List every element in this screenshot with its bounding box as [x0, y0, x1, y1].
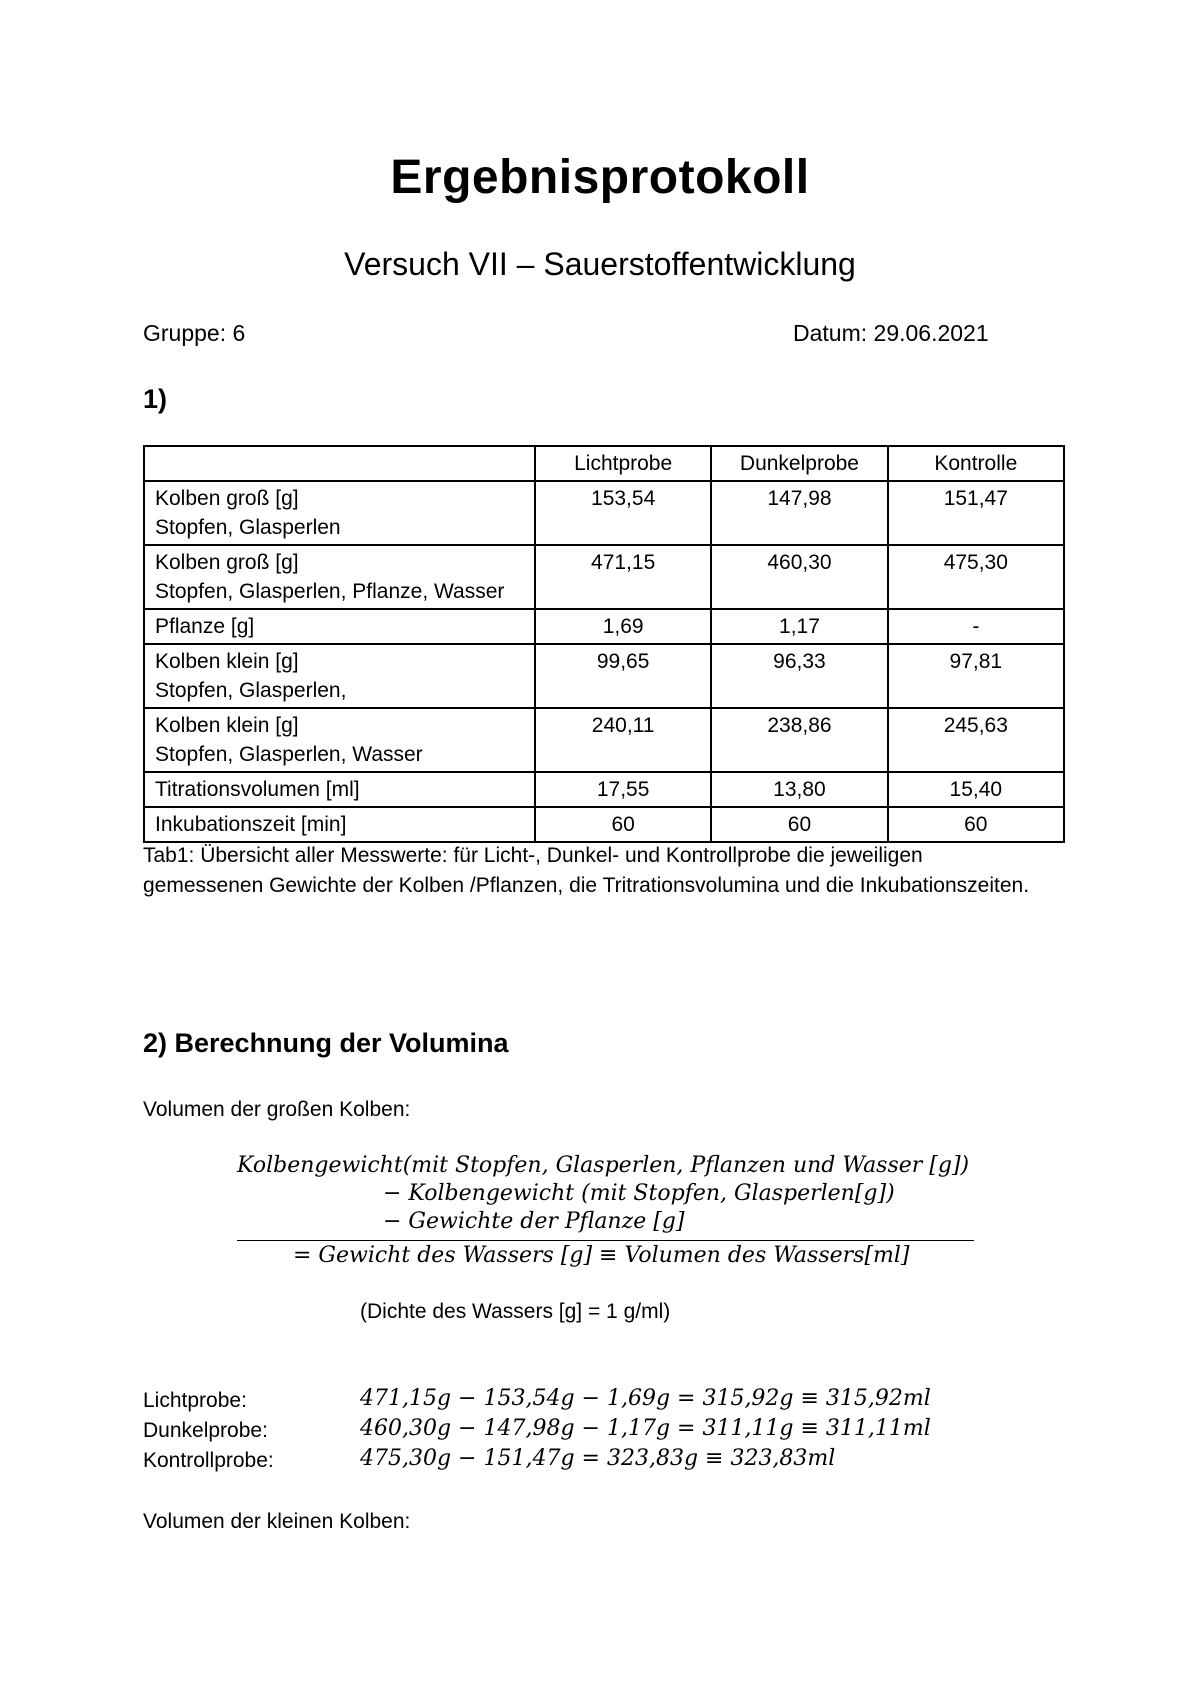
table-cell: 96,33 [711, 644, 887, 708]
table-cell: 147,98 [711, 481, 887, 545]
calc-label: Lichtprobe: [143, 1389, 247, 1412]
row-label: Kolben groß [g] [155, 487, 299, 510]
row-sublabel: Stopfen, Glasperlen [155, 516, 341, 539]
calc-expression: 475,30g − 151,47g = 323,83g ≡ 323,83ml [360, 1446, 836, 1471]
row-label: Pflanze [g] [155, 615, 255, 638]
table-cell: - [888, 609, 1064, 644]
table-row [144, 772, 1064, 807]
row-label: Kolben klein [g] [155, 650, 299, 673]
formula-line-2: − Kolbengewicht (mit Stopfen, Glasperlen[g]) [383, 1181, 895, 1206]
row-label-cell [144, 772, 535, 807]
table-cell: 238,86 [711, 708, 887, 772]
table-cell: 1,69 [535, 609, 711, 644]
date-label: Datum: 29.06.2021 [793, 320, 989, 346]
section-1-heading: 1) [143, 384, 168, 414]
formula-line-1: Kolbengewicht(mit Stopfen, Glasperlen, Pflanzen und Wasser [g]) [237, 1153, 970, 1178]
row-label: Titrationsvolumen [ml] [155, 778, 360, 801]
table-cell: 245,63 [888, 708, 1064, 772]
table-cell: 60 [888, 807, 1064, 842]
calc-label: Kontrollprobe: [143, 1449, 274, 1472]
row-label: Kolben groß [g] [155, 551, 299, 574]
row-label: Kolben klein [g] [155, 714, 299, 737]
row-label: Inkubationszeit [min] [155, 813, 347, 836]
table-row [144, 807, 1064, 842]
measurements-table [143, 445, 1065, 843]
table-cell: 60 [711, 807, 887, 842]
table-cell: 60 [535, 807, 711, 842]
table-cell: 1,17 [711, 609, 887, 644]
table-row [144, 545, 1064, 609]
row-label-cell [144, 708, 535, 772]
table-cell: 240,11 [535, 708, 711, 772]
table-header-row [144, 446, 1064, 481]
formula-result: = Gewicht des Wassers [g] ≡ Volumen des Wassers[ml] [293, 1243, 910, 1268]
row-label-cell [144, 481, 535, 545]
table-row [144, 609, 1064, 644]
table-cell: 97,81 [888, 644, 1064, 708]
table-row [144, 644, 1064, 708]
row-sublabel: Stopfen, Glasperlen, Wasser [155, 743, 423, 766]
table-cell: 17,55 [535, 772, 711, 807]
table-header-cell [144, 446, 535, 481]
table-header-cell: Lichtprobe [535, 446, 711, 481]
row-sublabel: Stopfen, Glasperlen, [155, 679, 347, 702]
row-label-cell [144, 609, 535, 644]
formula-line-3: − Gewichte der Pflanze [g] [383, 1209, 685, 1234]
calc-expression: 471,15g − 153,54g − 1,69g = 315,92g ≡ 315,92ml [360, 1386, 931, 1411]
large-flask-label: Volumen der großen Kolben: [143, 1098, 411, 1121]
density-note: (Dichte des Wassers [g] = 1 g/ml) [360, 1300, 671, 1323]
page-title: Ergebnisprotokoll [390, 151, 810, 204]
group-label: Gruppe: 6 [143, 320, 246, 346]
table-cell: 151,47 [888, 481, 1064, 545]
small-flask-label: Volumen der kleinen Kolben: [143, 1510, 411, 1533]
table-row [144, 481, 1064, 545]
table-cell: 153,54 [535, 481, 711, 545]
table-cell: 13,80 [711, 772, 887, 807]
table-header-cell: Dunkelprobe [711, 446, 887, 481]
calc-label: Dunkelprobe: [143, 1419, 268, 1442]
calc-expression: 460,30g − 147,98g − 1,17g = 311,11g ≡ 311,11ml [360, 1416, 931, 1441]
table-cell: 99,65 [535, 644, 711, 708]
table-row [144, 708, 1064, 772]
table-caption: Tab1: Übersicht aller Messwerte: für Licht-, Dunkel- und Kontrollprobe die jeweiligen gemessenen Gewichte der Kolben /Pflanzen, die Tritrationsvolumina und die Inkubationszeiten. [143, 844, 1030, 897]
page-subtitle: Versuch VII – Sauerstoffentwicklung [344, 246, 856, 282]
row-sublabel: Stopfen, Glasperlen, Pflanze, Wasser [155, 580, 505, 603]
section-2-heading: 2) Berechnung der Volumina [143, 1028, 509, 1058]
row-label-cell [144, 644, 535, 708]
row-label-cell [144, 545, 535, 609]
fraction-line [237, 1240, 974, 1241]
table-cell: 475,30 [888, 545, 1064, 609]
table-cell: 460,30 [711, 545, 887, 609]
table-cell: 471,15 [535, 545, 711, 609]
row-label-cell [144, 807, 535, 842]
table-cell: 15,40 [888, 772, 1064, 807]
table-header-cell: Kontrolle [888, 446, 1064, 481]
